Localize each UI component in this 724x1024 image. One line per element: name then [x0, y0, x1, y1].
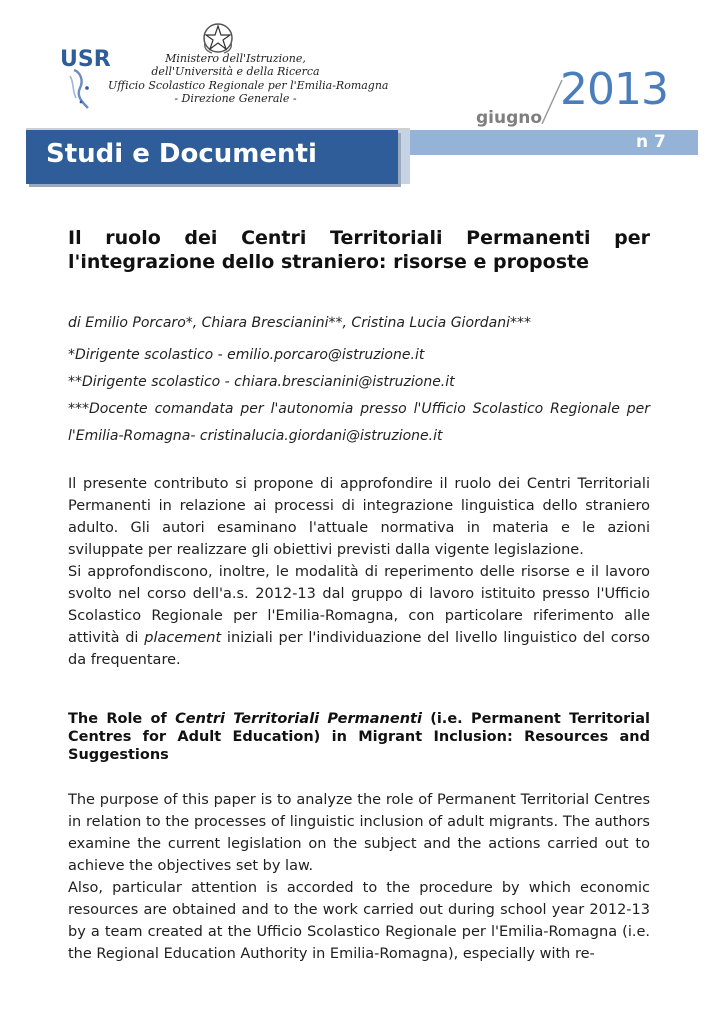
ministry-line: - Direzione Generale -: [174, 92, 297, 106]
series-banner: [26, 130, 398, 184]
series-title: Studi e Documenti: [46, 139, 317, 169]
issue-year: 2013: [560, 64, 668, 115]
abstract-english: [68, 789, 650, 965]
english-title: [68, 710, 650, 764]
italian-republic-emblem: [200, 20, 236, 56]
abstract-paragraph: [68, 561, 650, 671]
issue-number: n 7: [636, 132, 666, 152]
abstract-italian: [68, 473, 650, 671]
emphasis-term: placement: [144, 630, 222, 646]
abstract-paragraph: Il presente contributo si propone di approfondire il ruolo dei Centri Territoriali Permanenti in relazione ai processi di integrazione linguistica dello straniero adulto. Gli autori esaminano l'attuale normativa in materia e le azioni sviluppate per realizzare gli obiettivi previsti dalla vigente legislazione.: [68, 476, 650, 558]
text-run: The Role of: [68, 711, 176, 727]
text-run: Si approfondiscono, inoltre, le modalità di reperimento delle risorse e il lavoro svolto nel corso dell'a.s. 2012-13 dal gruppo di lavoro istituito presso l'Ufficio Scolastico Regionale per l'Emilia-Romagna, con particolare riferimento alle attività di: [68, 564, 650, 646]
title-strip: [398, 130, 410, 184]
text-run: iniziali per l'individuazione del livello linguistico del corso da frequentare.: [68, 630, 650, 668]
text-run: (i.e. Permanent Territorial Centres for Adult Education) in Migrant Inclusion: Resources and Suggestions: [68, 711, 650, 763]
abstract-paragraph: Also, particular attention is accorded to the procedure by which economic resources are obtained and to the work carried out during school year 2012-13 by a team created at the Ufficio Scolastico Regionale per l'Emilia-Romagna (i.e. the Regional Education Authority in Emilia-Romagna), especially with re-: [68, 880, 650, 962]
issue-month: giugno: [476, 108, 543, 128]
ministry-line: Ufficio Scolastico Regionale per l'Emilia-Romagna: [108, 78, 389, 92]
ministry-header: [108, 52, 389, 106]
abstract-paragraph: The purpose of this paper is to analyze the role of Permanent Territorial Centres in relation to the processes of linguistic inclusion of adult migrants. The authors examine the current legislation on the subject and the actions carried out to achieve the objectives set by law.: [68, 792, 650, 874]
emphasis-term: Centri Territoriali Permanenti: [175, 711, 422, 727]
article-authors: di Emilio Porcaro*, Chiara Brescianini**, Cristina Lucia Giordani***: [68, 315, 531, 331]
article-title: Il ruolo dei Centri Territoriali Permanenti per l'integrazione dello straniero: risorse e proposte: [68, 227, 650, 273]
author-affiliation: *Dirigente scolastico - emilio.porcaro@istruzione.it: [68, 347, 425, 363]
ministry-line: Ministero dell'Istruzione,: [165, 52, 306, 65]
usr-logo: [60, 42, 111, 112]
author-affiliation: **Dirigente scolastico - chiara.brescianini@istruzione.it: [68, 374, 455, 390]
svg-text:USR: USR: [60, 47, 111, 72]
author-affiliation: ***Docente comandata per l'autonomia presso l'Ufficio Scolastico Regionale per l'Emilia-Romagna- cristinalucia.giordani@istruzione.it: [68, 401, 650, 444]
ministry-line: dell'Università e della Ricerca: [151, 65, 320, 79]
